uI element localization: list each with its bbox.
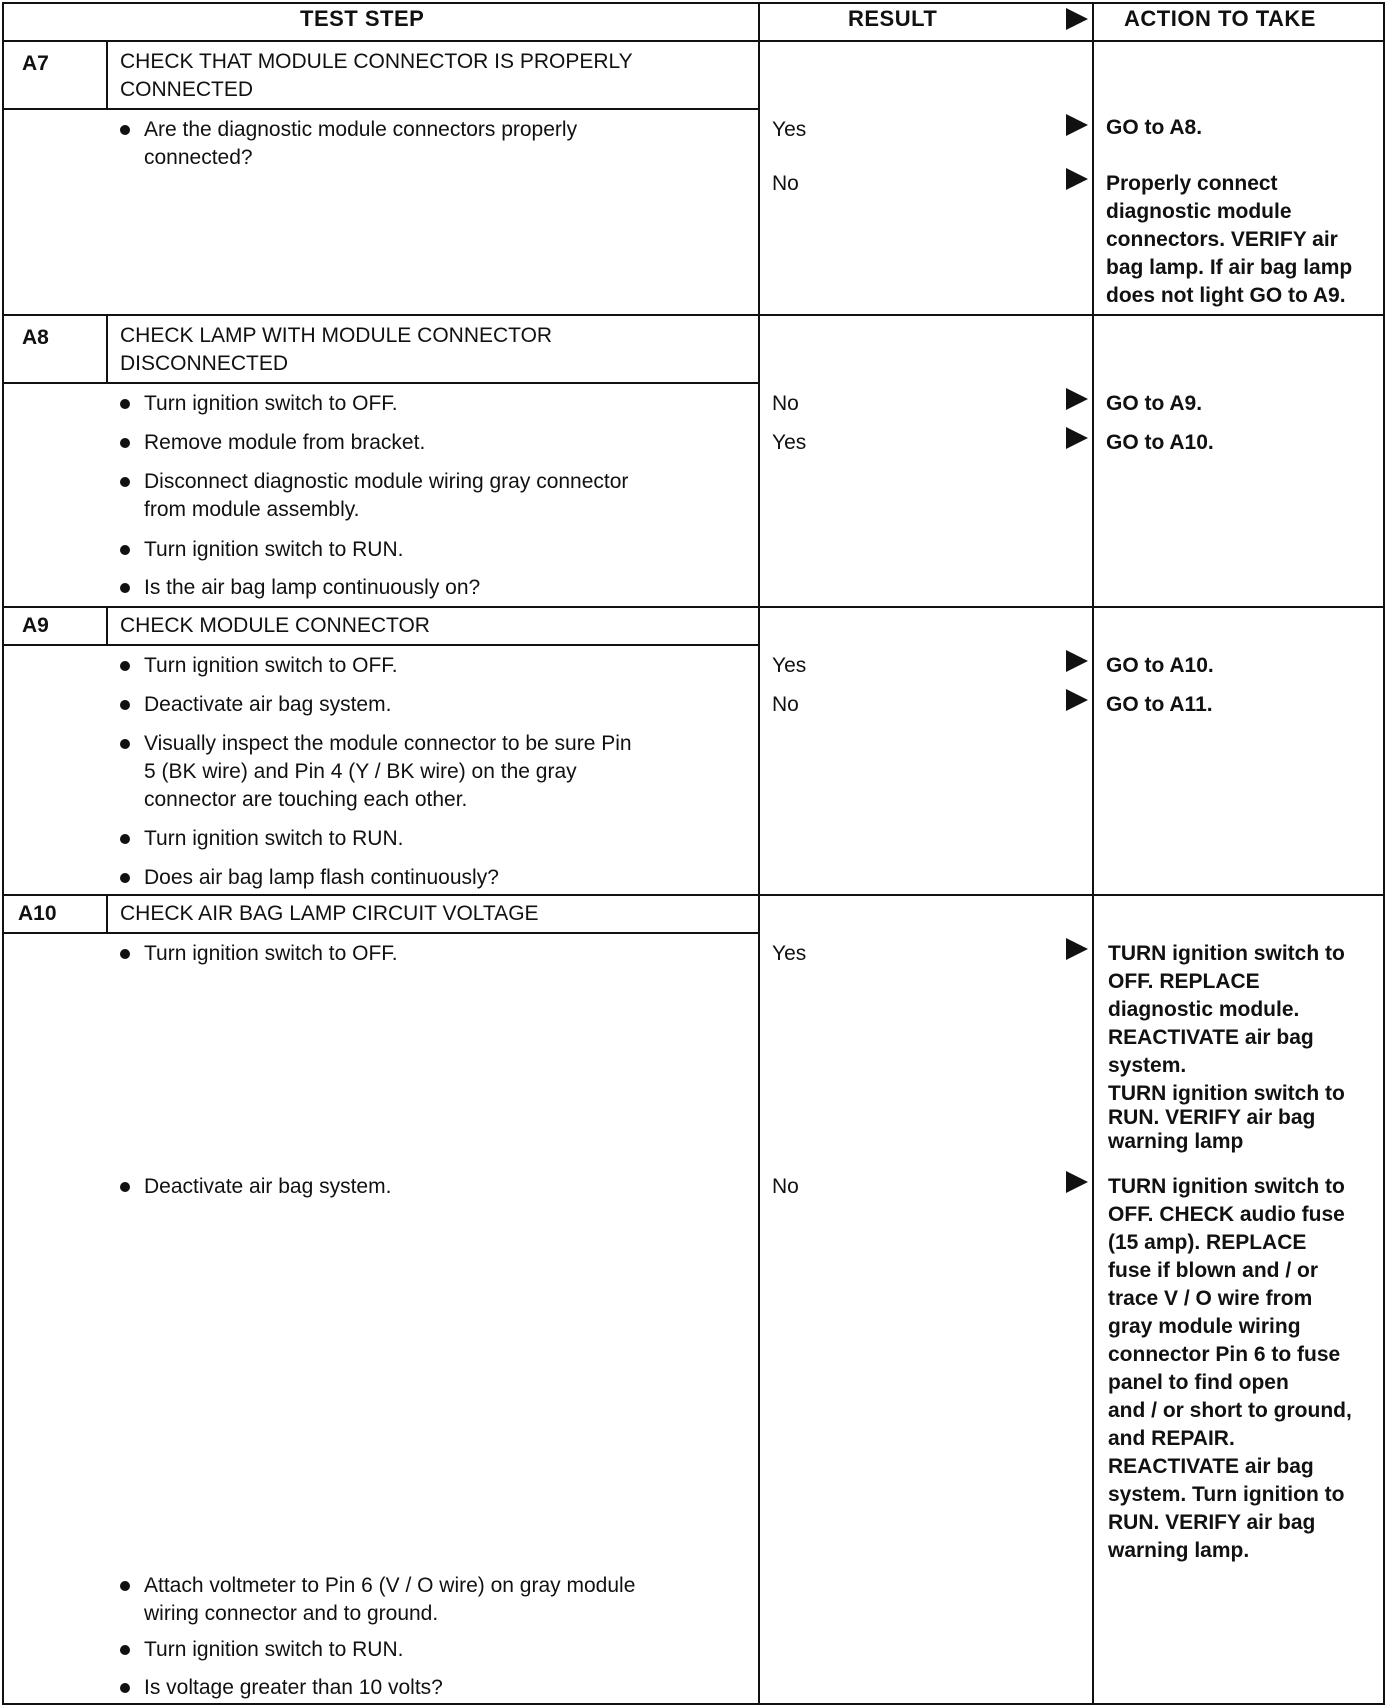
result-arrow-icon — [1066, 388, 1088, 410]
bullet-line: 5 (BK wire) and Pin 4 (Y / BK wire) on the gray — [144, 760, 577, 783]
step-a9-id-divider — [106, 606, 108, 646]
step-a9-action-no — [1106, 691, 1366, 719]
bullet-dot-icon — [120, 834, 130, 844]
result-arrow-icon — [1066, 427, 1088, 449]
action-line: system. Turn ignition to — [1108, 1483, 1345, 1506]
step-a7-title-line-2: CONNECTED — [120, 78, 254, 101]
step-a7-title-underline — [2, 108, 760, 110]
action-line: system. — [1108, 1054, 1187, 1077]
action-line: gray module wiring — [1108, 1315, 1301, 1338]
result-arrow-icon — [1066, 168, 1088, 190]
bullet-dot-icon — [120, 739, 130, 749]
action-line: warning lamp. — [1108, 1539, 1250, 1562]
bullet-dot-icon — [120, 700, 130, 710]
action-line: (15 amp). REPLACE — [1108, 1231, 1307, 1254]
step-a10-title-line-1: CHECK AIR BAG LAMP CIRCUIT VOLTAGE — [120, 902, 539, 925]
action-line: TURN ignition switch to — [1108, 1175, 1345, 1198]
bullet-dot-icon — [120, 477, 130, 487]
action-line: connector Pin 6 to fuse — [1108, 1343, 1341, 1366]
action-line: OFF. REPLACE — [1108, 970, 1260, 993]
step-a10-action-no — [1108, 1173, 1368, 1565]
action-line: OFF. CHECK audio fuse — [1108, 1203, 1345, 1226]
bullet-line: Does air bag lamp flash continuously? — [144, 866, 499, 889]
bullet-line: from module assembly. — [144, 498, 360, 521]
bullet-dot-icon — [120, 1182, 130, 1192]
bullet-line: Deactivate air bag system. — [144, 1175, 392, 1198]
step-a8-title-line-1: CHECK LAMP WITH MODULE CONNECTOR — [120, 324, 553, 347]
bullet-line: Remove module from bracket. — [144, 431, 426, 454]
action-line: GO to A9. — [1106, 392, 1203, 415]
header-arrow-icon — [1066, 8, 1088, 30]
step-a9-title-line-1: CHECK MODULE CONNECTOR — [120, 614, 430, 637]
action-line: trace V / O wire from — [1108, 1287, 1313, 1310]
bullet-dot-icon — [120, 438, 130, 448]
bullet-dot-icon — [120, 661, 130, 671]
step-a7-id-divider — [106, 40, 108, 110]
bullet-line: Disconnect diagnostic module wiring gray connector — [144, 470, 629, 493]
table-bottom-border — [2, 1703, 1385, 1705]
bullet-line: Turn ignition switch to RUN. — [144, 538, 404, 561]
bullet-dot-icon — [120, 873, 130, 883]
action-line: fuse if blown and / or — [1108, 1259, 1318, 1282]
bullet-dot-icon — [120, 125, 130, 135]
step-a10-title-underline — [2, 932, 760, 934]
action-line: warning lamp — [1108, 1130, 1244, 1153]
step-a7-bottom-border — [2, 314, 1385, 316]
bullet-line: Turn ignition switch to OFF. — [144, 942, 398, 965]
table-left-border — [2, 2, 4, 1705]
action-line: REACTIVATE air bag — [1108, 1026, 1314, 1049]
step-a7-result-no: No — [772, 172, 799, 195]
step-a9-result-no: No — [772, 693, 799, 716]
step-id-a10: A10 — [18, 902, 57, 925]
bullet-line: Visually inspect the module connector to be sure Pin — [144, 732, 632, 755]
action-line: TURN ignition switch to — [1108, 942, 1345, 965]
table-top-border — [2, 2, 1385, 4]
step-a10-action-yes — [1108, 940, 1368, 1154]
bullet-dot-icon — [120, 583, 130, 593]
action-line: and REPAIR. — [1108, 1427, 1235, 1450]
action-line: and / or short to ground, — [1108, 1399, 1352, 1422]
step-a7-result-yes: Yes — [772, 118, 807, 141]
action-line: GO to A8. — [1106, 116, 1203, 139]
step-a8-action-yes — [1106, 429, 1366, 457]
bullet-line: Is the air bag lamp continuously on? — [144, 576, 481, 599]
action-line: RUN. VERIFY air bag — [1108, 1511, 1316, 1534]
bullet-line: connected? — [144, 146, 253, 169]
step-a8-result-no: No — [772, 392, 799, 415]
step-id-a9: A9 — [22, 614, 49, 637]
step-a8-result-yes: Yes — [772, 431, 807, 454]
action-line: panel to find open — [1108, 1371, 1289, 1394]
step-a7-action-yes — [1106, 114, 1366, 142]
header-bottom-border — [2, 40, 1385, 42]
step-a8-title-line-2: DISCONNECTED — [120, 352, 289, 375]
action-line: TURN ignition switch to — [1108, 1082, 1345, 1105]
header-test-step: TEST STEP — [300, 6, 425, 31]
action-line: GO to A10. — [1106, 431, 1214, 454]
step-a8-id-divider — [106, 314, 108, 384]
bullet-dot-icon — [120, 949, 130, 959]
action-line: diagnostic module. — [1108, 998, 1300, 1021]
step-a10-id-divider — [106, 894, 108, 934]
action-line: diagnostic module — [1106, 200, 1292, 223]
bullet-line: Turn ignition switch to RUN. — [144, 827, 404, 850]
result-arrow-icon — [1066, 114, 1088, 136]
action-line: connectors. VERIFY air — [1106, 228, 1338, 251]
action-line: REACTIVATE air bag — [1108, 1455, 1314, 1478]
step-a8-title-underline — [2, 382, 760, 384]
action-line: GO to A11. — [1106, 693, 1213, 716]
bullet-line: Turn ignition switch to RUN. — [144, 1638, 404, 1661]
action-line: RUN. VERIFY air bag — [1108, 1106, 1316, 1129]
step-a9-action-yes — [1106, 652, 1366, 680]
bullet-dot-icon — [120, 399, 130, 409]
action-column-divider — [1092, 2, 1094, 1705]
result-arrow-icon — [1066, 689, 1088, 711]
action-line: does not light GO to A9. — [1106, 284, 1346, 307]
bullet-dot-icon — [120, 545, 130, 555]
bullet-line: Deactivate air bag system. — [144, 693, 392, 716]
result-arrow-icon — [1066, 938, 1088, 960]
bullet-line: Are the diagnostic module connectors properly — [144, 118, 578, 141]
result-arrow-icon — [1066, 650, 1088, 672]
action-line: GO to A10. — [1106, 654, 1214, 677]
step-a9-bottom-border — [2, 894, 1385, 896]
step-id-a8: A8 — [22, 326, 49, 349]
action-line: bag lamp. If air bag lamp — [1106, 256, 1353, 279]
step-a10-result-yes: Yes — [772, 942, 807, 965]
result-arrow-icon — [1066, 1171, 1088, 1193]
step-a7-action-no — [1106, 170, 1366, 310]
action-line: Properly connect — [1106, 172, 1278, 195]
bullet-line: Is voltage greater than 10 volts? — [144, 1676, 443, 1699]
step-a9-result-yes: Yes — [772, 654, 807, 677]
bullet-line: connector are touching each other. — [144, 788, 468, 811]
step-id-a7: A7 — [22, 52, 49, 75]
step-a9-title-underline — [2, 644, 760, 646]
result-column-divider — [758, 2, 760, 1705]
header-result: RESULT — [848, 6, 938, 31]
bullet-dot-icon — [120, 1645, 130, 1655]
step-a7-title-line-1: CHECK THAT MODULE CONNECTOR IS PROPERLY — [120, 50, 633, 73]
bullet-line: Turn ignition switch to OFF. — [144, 654, 398, 677]
bullet-dot-icon — [120, 1581, 130, 1591]
bullet-line: Attach voltmeter to Pin 6 (V / O wire) on gray module — [144, 1574, 636, 1597]
table-right-border — [1383, 2, 1385, 1705]
step-a8-bottom-border — [2, 606, 1385, 608]
bullet-dot-icon — [120, 1683, 130, 1693]
bullet-line: Turn ignition switch to OFF. — [144, 392, 398, 415]
bullet-line: wiring connector and to ground. — [144, 1602, 439, 1625]
header-action: ACTION TO TAKE — [1124, 6, 1316, 31]
step-a10-result-no: No — [772, 1175, 799, 1198]
step-a8-action-no — [1106, 390, 1366, 418]
